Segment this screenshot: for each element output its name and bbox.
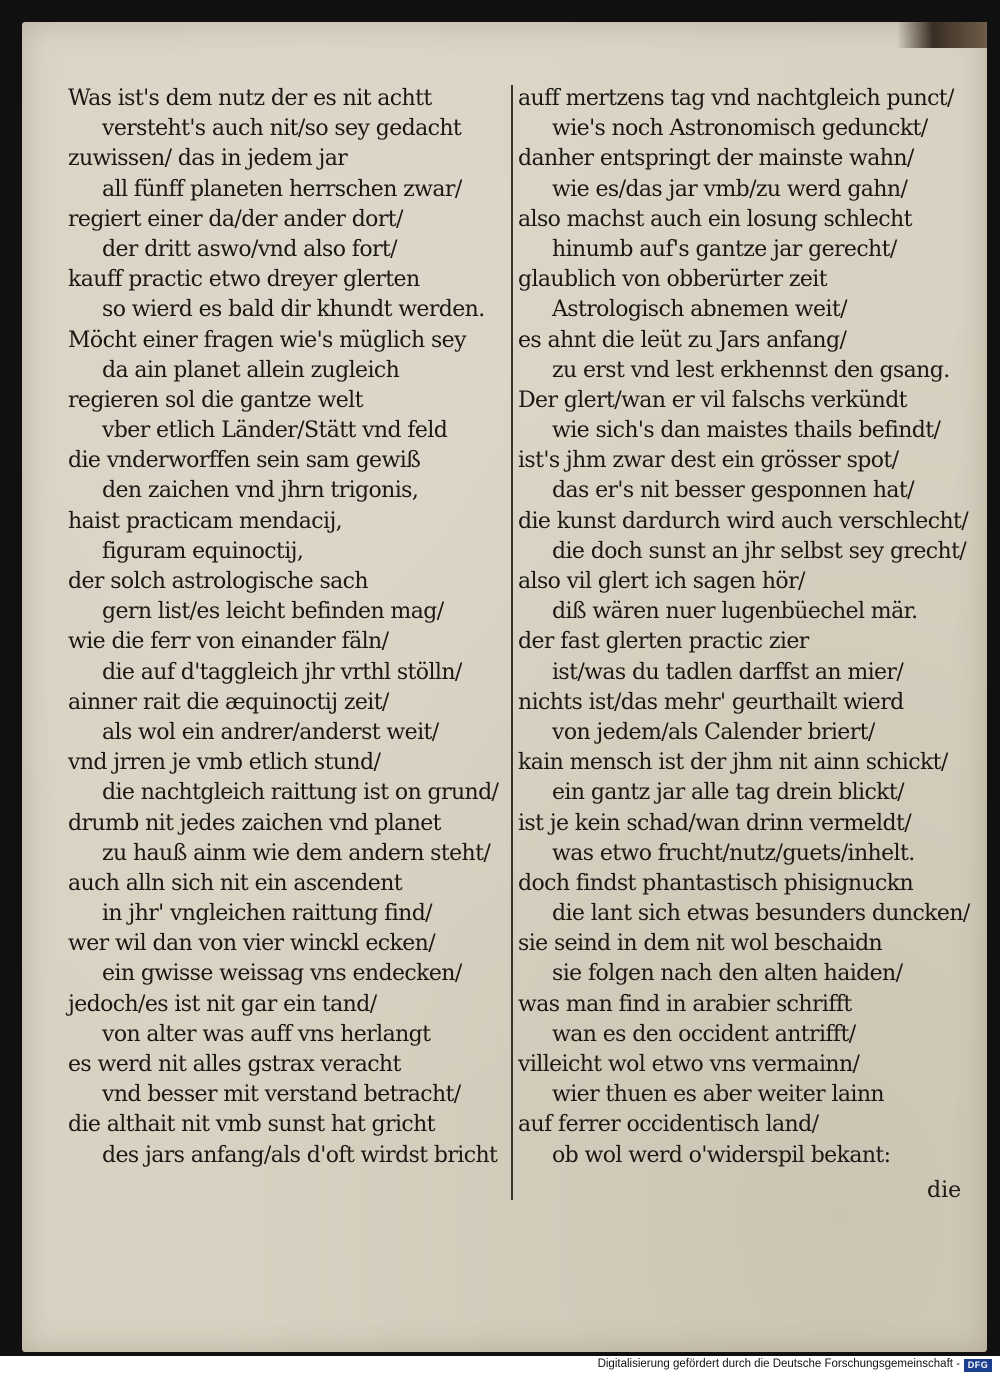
verse-line: von jedem/als Calender briert/ [552, 719, 875, 745]
verse-line: wie sich's dan maistes thails befindt/ [552, 418, 941, 444]
verse-line: ist je kein schad/wan drinn vermeldt/ [518, 810, 912, 836]
verse-line: ist's jhm zwar dest ein grösser spot/ [518, 448, 899, 474]
verse-line: also machst auch ein losung schlecht [518, 206, 912, 232]
verse-line: des jars anfang/als d'oft wirdst bricht [102, 1142, 498, 1168]
verse-line: ein gantz jar alle tag drein blickt/ [552, 780, 904, 806]
binding-stain [897, 22, 987, 48]
verse-line: wie's noch Astronomisch gedunckt/ [552, 116, 928, 142]
verse-line: sie seind in dem nit wol beschaidn [518, 931, 883, 957]
verse-line: vnd jrren je vmb etlich stund/ [68, 750, 381, 776]
verse-line: zu hauß ainm wie dem andern steht/ [102, 840, 491, 866]
verse-line: der solch astrologische sach [68, 569, 368, 594]
verse-line: ainner rait die æquinoctij zeit/ [68, 689, 389, 715]
verse-line: hinumb auf's gantze jar gerecht/ [552, 236, 897, 262]
verse-line: danher entspringt der mainste wahn/ [518, 146, 914, 172]
verse-line: auff mertzens tag vnd nachtgleich punct/ [518, 86, 954, 111]
footer-bar [0, 1356, 1000, 1376]
verse-line: jedoch/es ist nit gar ein tand/ [68, 991, 377, 1017]
verse-line: das er's nit besser gesponnen hat/ [552, 478, 914, 504]
verse-line: haist practicam mendacij, [68, 508, 343, 534]
catchword: die [927, 1178, 962, 1203]
verse-line: die doch sunst an jhr selbst sey grecht/ [552, 538, 967, 564]
verse-line: wer wil dan von vier winckl ecken/ [68, 931, 436, 957]
verse-line: von alter was auff vns herlangt [102, 1021, 431, 1047]
verse-line: doch findst phantastisch phisignuckn [518, 870, 914, 896]
verse-line: als wol ein andrer/anderst weit/ [102, 719, 439, 745]
verse-line: ein gwisse weissag vns endecken/ [102, 961, 462, 987]
verse-line: ist/was du tadlen darffst an mier/ [552, 659, 904, 685]
verse-line: so wierd es bald dir khundt werden. [102, 297, 485, 323]
verse-line: wan es den occident antrifft/ [552, 1021, 856, 1047]
verse-line: der dritt aswo/vnd also fort/ [102, 236, 397, 262]
verse-line: es ahnt die leüt zu Jars anfang/ [518, 327, 847, 353]
verse-line: diß wären nuer lugenbüechel mär. [552, 599, 918, 625]
verse-line: der fast glerten practic zier [518, 629, 809, 655]
verse-line: also vil glert ich sagen hör/ [518, 569, 805, 594]
verse-line: Was ist's dem nutz der es nit achtt [68, 86, 432, 111]
verse-line: gern list/es leicht befinden mag/ [102, 599, 444, 625]
verse-line: all fünff planeten herrschen zwar/ [102, 176, 462, 202]
verse-line: zuwissen/ das in jedem jar [68, 146, 348, 172]
verse-line: villeicht wol etwo vns vermainn/ [518, 1052, 860, 1077]
left-verse-column [68, 84, 513, 1171]
verse-line: was etwo frucht/nutz/guets/inhelt. [552, 840, 915, 866]
dfg-logo-icon: DFG [964, 1359, 992, 1372]
verse-line: die lant sich etwas besunders duncken/ [552, 901, 970, 927]
verse-line: Astrologisch abnemen weit/ [552, 297, 847, 323]
verse-line: was man find in arabier schrifft [518, 991, 852, 1017]
verse-line: kain mensch ist der jhm nit ainn schickt/ [518, 750, 948, 776]
verse-line: auch alln sich nit ein ascendent [68, 870, 403, 896]
verse-line: sie folgen nach den alten haiden/ [552, 961, 903, 987]
verse-line: drumb nit jedes zaichen vnd planet [68, 810, 441, 836]
right-verse-column [518, 84, 970, 1171]
verse-line: wie die ferr von einander fäln/ [68, 629, 389, 655]
verse-line: vnd besser mit verstand betracht/ [102, 1082, 461, 1108]
verse-line: wier thuen es aber weiter lainn [552, 1082, 884, 1108]
verse-line: nichts ist/das mehr' geurthailt wierd [518, 689, 904, 715]
verse-line: auf ferrer occidentisch land/ [518, 1112, 819, 1138]
verse-line: regieren sol die gantze welt [68, 387, 363, 413]
verse-line: da ain planet allein zugleich [102, 357, 400, 383]
verse-line: wie es/das jar vmb/zu werd gahn/ [552, 176, 908, 202]
verse-line: Möcht einer fragen wie's müglich sey [68, 327, 466, 353]
verse-line: den zaichen vnd jhrn trigonis, [102, 478, 419, 504]
verse-line: die nachtgleich raittung ist on grund/ [102, 780, 499, 806]
verse-line: in jhr' vngleichen raittung find/ [102, 901, 432, 927]
verse-line: die vnderworffen sein sam gewiß [68, 448, 421, 474]
verse-line: ob wol werd o'widerspil bekant: [552, 1142, 891, 1168]
verse-line: die kunst dardurch wird auch verschlecht/ [518, 508, 969, 534]
verse-line: versteht's auch nit/so sey gedacht [102, 116, 462, 142]
verse-line: glaublich von obberürter zeit [518, 267, 827, 293]
verse-line: vber etlich Länder/Stätt vnd feld [102, 418, 448, 444]
verse-line: die althait nit vmb sunst hat gricht [68, 1112, 435, 1138]
verse-line: figuram equinoctij, [102, 538, 304, 564]
verse-line: es werd nit alles gstrax veracht [68, 1052, 401, 1077]
verse-line: zu erst vnd lest erkhennst den gsang. [552, 357, 950, 383]
verse-line: regiert einer da/der ander dort/ [68, 206, 403, 232]
verse-line: kauff practic etwo dreyer glerten [68, 267, 420, 293]
digitization-credit: Digitalisierung gefördert durch die Deutsche Forschungsgemeinschaft - [597, 1358, 960, 1370]
verse-line: die auf d'taggleich jhr vrthl stölln/ [102, 659, 462, 685]
verse-line: Der glert/wan er vil falschs verkündt [518, 387, 907, 413]
